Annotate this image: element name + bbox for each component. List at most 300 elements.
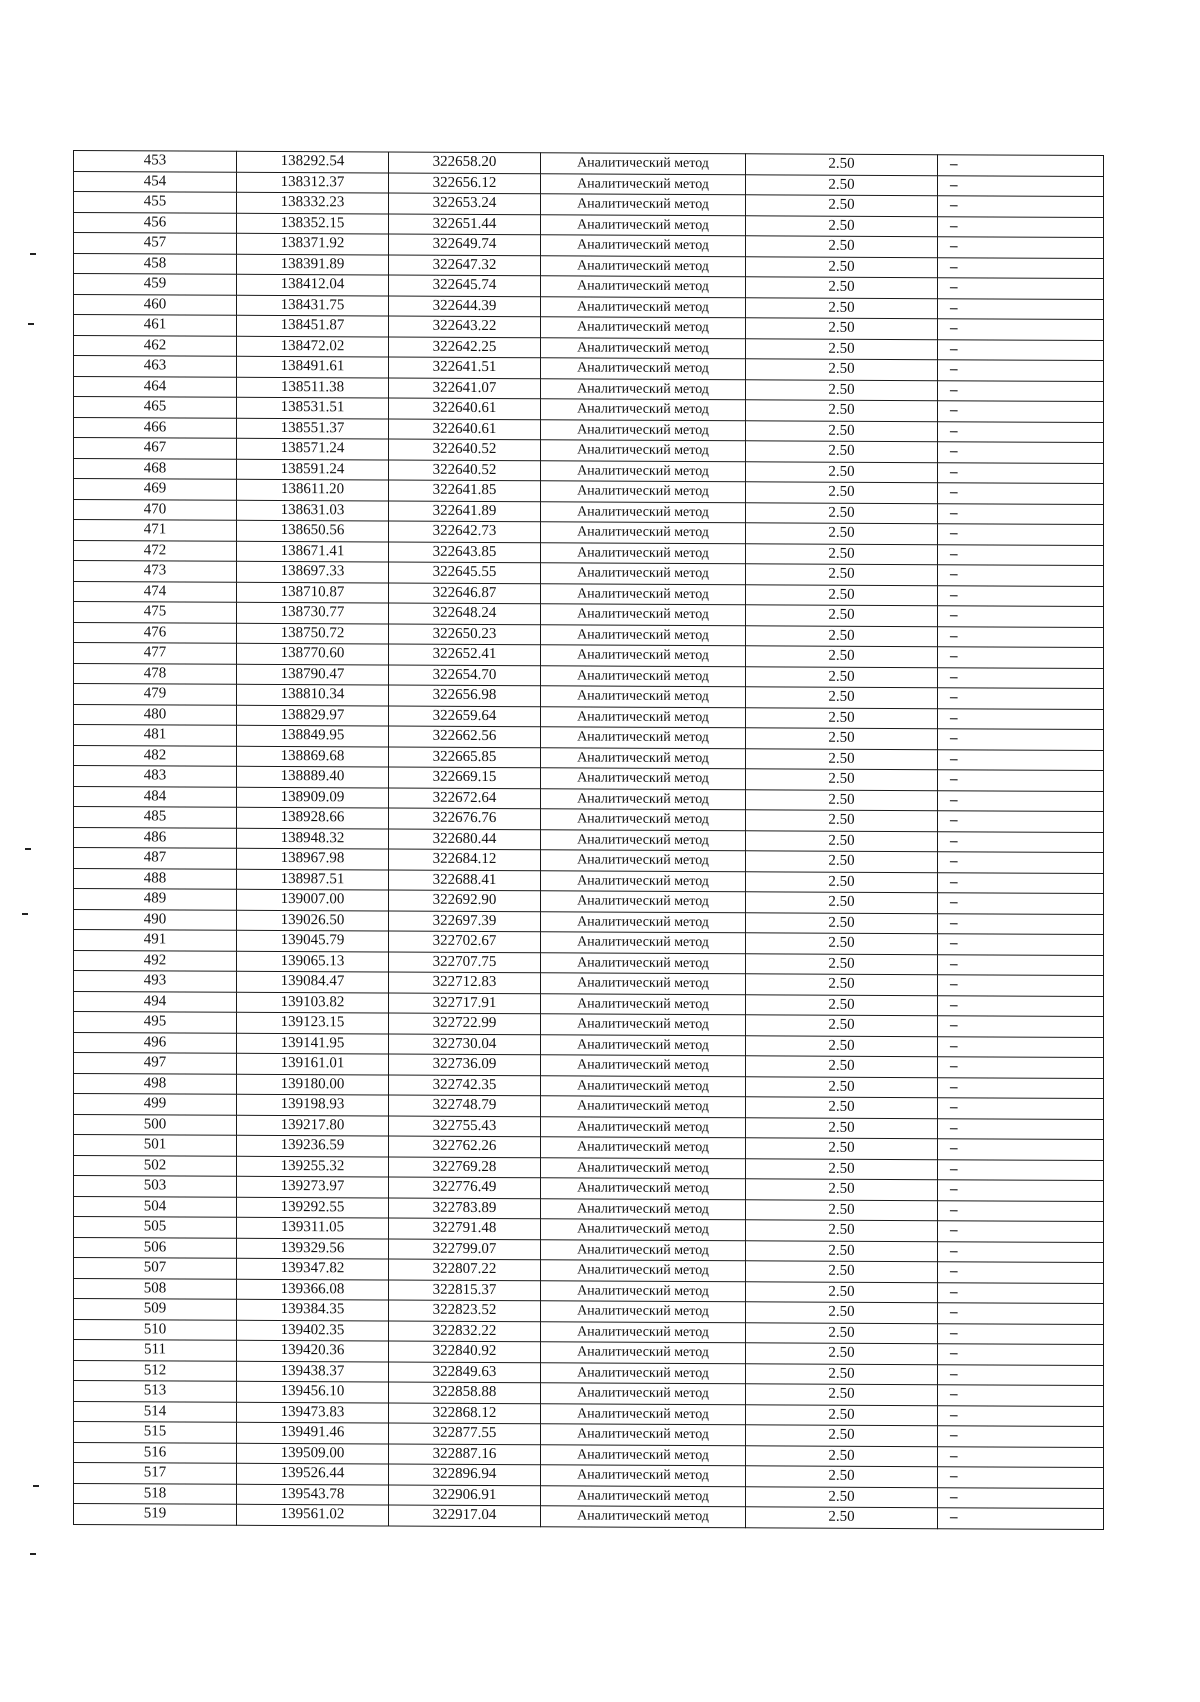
cell-method: Аналитический метод: [541, 1178, 746, 1200]
cell-note: –: [938, 257, 1104, 278]
cell-accuracy: 2.50: [746, 994, 938, 1015]
cell-method: Аналитический метод: [541, 276, 746, 298]
cell-note: –: [938, 339, 1104, 360]
cell-y-coordinate: 322644.39: [389, 296, 541, 317]
cell-accuracy: 2.50: [746, 1158, 938, 1179]
cell-point-number: 473: [74, 561, 237, 582]
cell-x-coordinate: 139103.82: [237, 992, 389, 1013]
cell-y-coordinate: 322641.07: [389, 378, 541, 399]
cell-accuracy: 2.50: [746, 625, 938, 646]
cell-point-number: 483: [74, 766, 237, 787]
cell-method: Аналитический метод: [541, 460, 746, 482]
cell-x-coordinate: 138631.03: [237, 500, 389, 521]
cell-y-coordinate: 322783.89: [389, 1198, 541, 1219]
cell-x-coordinate: 139292.55: [237, 1197, 389, 1218]
cell-method: Аналитический метод: [541, 809, 746, 831]
cell-accuracy: 2.50: [746, 564, 938, 585]
cell-y-coordinate: 322776.49: [389, 1177, 541, 1198]
cell-point-number: 495: [74, 1012, 237, 1033]
cell-x-coordinate: 138312.37: [237, 172, 389, 193]
cell-y-coordinate: 322656.98: [389, 685, 541, 706]
cell-note: –: [938, 1057, 1104, 1078]
cell-method: Аналитический метод: [541, 1383, 746, 1405]
cell-point-number: 489: [74, 889, 237, 910]
cell-method: Аналитический метод: [541, 1321, 746, 1343]
cell-method: Аналитический метод: [541, 891, 746, 913]
cell-accuracy: 2.50: [746, 236, 938, 257]
cell-method: Аналитический метод: [541, 1239, 746, 1261]
cell-accuracy: 2.50: [746, 646, 938, 667]
cell-note: –: [938, 893, 1104, 914]
cell-y-coordinate: 322640.52: [389, 439, 541, 460]
cell-note: –: [938, 1344, 1104, 1365]
cell-y-coordinate: 322722.99: [389, 1013, 541, 1034]
cell-accuracy: 2.50: [746, 1322, 938, 1343]
cell-accuracy: 2.50: [746, 1281, 938, 1302]
cell-point-number: 453: [74, 151, 237, 172]
cell-method: Аналитический метод: [541, 1424, 746, 1446]
scan-mark: [28, 323, 34, 325]
cell-method: Аналитический метод: [541, 1444, 746, 1466]
cell-note: –: [938, 1098, 1104, 1119]
cell-accuracy: 2.50: [746, 1056, 938, 1077]
cell-x-coordinate: 139509.00: [237, 1443, 389, 1464]
cell-x-coordinate: 138591.24: [237, 459, 389, 480]
cell-point-number: 494: [74, 991, 237, 1012]
cell-method: Аналитический метод: [541, 1075, 746, 1097]
cell-note: –: [938, 544, 1104, 565]
cell-x-coordinate: 138928.66: [237, 807, 389, 828]
cell-note: –: [938, 749, 1104, 770]
cell-y-coordinate: 322640.61: [389, 398, 541, 419]
cell-y-coordinate: 322646.87: [389, 583, 541, 604]
cell-accuracy: 2.50: [746, 379, 938, 400]
cell-point-number: 510: [74, 1319, 237, 1340]
cell-accuracy: 2.50: [746, 297, 938, 318]
cell-accuracy: 2.50: [746, 154, 938, 175]
cell-point-number: 457: [74, 233, 237, 254]
cell-note: –: [938, 1221, 1104, 1242]
cell-method: Аналитический метод: [541, 911, 746, 933]
cell-x-coordinate: 138332.23: [237, 192, 389, 213]
cell-y-coordinate: 322648.24: [389, 603, 541, 624]
cell-accuracy: 2.50: [746, 851, 938, 872]
cell-x-coordinate: 138551.37: [237, 418, 389, 439]
cell-accuracy: 2.50: [746, 441, 938, 462]
cell-point-number: 501: [74, 1135, 237, 1156]
cell-y-coordinate: 322692.90: [389, 890, 541, 911]
cell-point-number: 458: [74, 253, 237, 274]
cell-y-coordinate: 322676.76: [389, 808, 541, 829]
cell-point-number: 454: [74, 171, 237, 192]
cell-x-coordinate: 139438.37: [237, 1361, 389, 1382]
cell-note: –: [938, 708, 1104, 729]
cell-method: Аналитический метод: [541, 296, 746, 318]
cell-x-coordinate: 138987.51: [237, 869, 389, 890]
cell-note: –: [938, 647, 1104, 668]
cell-method: Аналитический метод: [541, 235, 746, 257]
cell-y-coordinate: 322669.15: [389, 767, 541, 788]
cell-point-number: 469: [74, 479, 237, 500]
cell-y-coordinate: 322680.44: [389, 829, 541, 850]
cell-point-number: 480: [74, 704, 237, 725]
cell-x-coordinate: 139180.00: [237, 1074, 389, 1095]
cell-method: Аналитический метод: [541, 829, 746, 851]
cell-accuracy: 2.50: [746, 1343, 938, 1364]
cell-accuracy: 2.50: [746, 174, 938, 195]
cell-point-number: 516: [74, 1442, 237, 1463]
cell-point-number: 518: [74, 1483, 237, 1504]
cell-point-number: 464: [74, 376, 237, 397]
cell-accuracy: 2.50: [746, 953, 938, 974]
cell-y-coordinate: 322791.48: [389, 1218, 541, 1239]
cell-x-coordinate: 138697.33: [237, 561, 389, 582]
cell-point-number: 508: [74, 1278, 237, 1299]
cell-accuracy: 2.50: [746, 400, 938, 421]
cell-accuracy: 2.50: [746, 318, 938, 339]
cell-y-coordinate: 322849.63: [389, 1362, 541, 1383]
cell-accuracy: 2.50: [746, 1015, 938, 1036]
cell-note: –: [938, 811, 1104, 832]
cell-point-number: 465: [74, 397, 237, 418]
cell-accuracy: 2.50: [746, 933, 938, 954]
cell-accuracy: 2.50: [746, 789, 938, 810]
cell-method: Аналитический метод: [541, 1485, 746, 1507]
cell-x-coordinate: 138511.38: [237, 377, 389, 398]
cell-y-coordinate: 322807.22: [389, 1259, 541, 1280]
cell-method: Аналитический метод: [541, 727, 746, 749]
cell-x-coordinate: 138948.32: [237, 828, 389, 849]
cell-point-number: 478: [74, 663, 237, 684]
cell-x-coordinate: 138770.60: [237, 643, 389, 664]
cell-y-coordinate: 322769.28: [389, 1157, 541, 1178]
cell-note: –: [938, 872, 1104, 893]
cell-point-number: 460: [74, 294, 237, 315]
cell-note: –: [938, 401, 1104, 422]
cell-x-coordinate: 138650.56: [237, 520, 389, 541]
cell-note: –: [938, 155, 1104, 176]
cell-y-coordinate: 322642.25: [389, 337, 541, 358]
cell-note: –: [938, 1262, 1104, 1283]
cell-note: –: [938, 1118, 1104, 1139]
cell-note: –: [938, 237, 1104, 258]
cell-note: –: [938, 1159, 1104, 1180]
cell-x-coordinate: 138491.61: [237, 356, 389, 377]
cell-method: Аналитический метод: [541, 686, 746, 708]
cell-method: Аналитический метод: [541, 481, 746, 503]
cell-method: Аналитический метод: [541, 501, 746, 523]
cell-method: Аналитический метод: [541, 1116, 746, 1138]
cell-accuracy: 2.50: [746, 1466, 938, 1487]
cell-accuracy: 2.50: [746, 482, 938, 503]
cell-note: –: [938, 1467, 1104, 1488]
cell-point-number: 455: [74, 192, 237, 213]
cell-y-coordinate: 322658.20: [389, 152, 541, 173]
cell-method: Аналитический метод: [541, 173, 746, 195]
cell-point-number: 485: [74, 807, 237, 828]
cell-point-number: 493: [74, 971, 237, 992]
cell-method: Аналитический метод: [541, 542, 746, 564]
cell-y-coordinate: 322702.67: [389, 931, 541, 952]
cell-point-number: 486: [74, 827, 237, 848]
cell-point-number: 491: [74, 930, 237, 951]
cell-x-coordinate: 138967.98: [237, 848, 389, 869]
cell-x-coordinate: 138909.09: [237, 787, 389, 808]
cell-y-coordinate: 322868.12: [389, 1403, 541, 1424]
cell-x-coordinate: 138710.87: [237, 582, 389, 603]
cell-x-coordinate: 139141.95: [237, 1033, 389, 1054]
cell-method: Аналитический метод: [541, 1034, 746, 1056]
cell-x-coordinate: 138352.15: [237, 213, 389, 234]
cell-accuracy: 2.50: [746, 215, 938, 236]
cell-y-coordinate: 322662.56: [389, 726, 541, 747]
cell-note: –: [938, 421, 1104, 442]
cell-x-coordinate: 139311.05: [237, 1217, 389, 1238]
cell-method: Аналитический метод: [541, 1280, 746, 1302]
cell-method: Аналитический метод: [541, 1506, 746, 1528]
cell-method: Аналитический метод: [541, 1403, 746, 1425]
cell-point-number: 470: [74, 499, 237, 520]
cell-x-coordinate: 139347.82: [237, 1258, 389, 1279]
cell-y-coordinate: 322641.51: [389, 357, 541, 378]
cell-method: Аналитический метод: [541, 973, 746, 995]
cell-note: –: [938, 626, 1104, 647]
cell-note: –: [938, 934, 1104, 955]
cell-note: –: [938, 1036, 1104, 1057]
cell-accuracy: 2.50: [746, 338, 938, 359]
cell-point-number: 513: [74, 1381, 237, 1402]
cell-method: Аналитический метод: [541, 522, 746, 544]
cell-point-number: 506: [74, 1237, 237, 1258]
cell-x-coordinate: 139526.44: [237, 1463, 389, 1484]
cell-x-coordinate: 139236.59: [237, 1135, 389, 1156]
cell-accuracy: 2.50: [746, 1445, 938, 1466]
cell-method: Аналитический метод: [541, 1465, 746, 1487]
cell-accuracy: 2.50: [746, 728, 938, 749]
cell-method: Аналитический метод: [541, 1137, 746, 1159]
cell-accuracy: 2.50: [746, 1138, 938, 1159]
cell-method: Аналитический метод: [541, 440, 746, 462]
cell-point-number: 474: [74, 581, 237, 602]
cell-note: –: [938, 975, 1104, 996]
cell-note: –: [938, 790, 1104, 811]
cell-x-coordinate: 139402.35: [237, 1320, 389, 1341]
cell-y-coordinate: 322665.85: [389, 747, 541, 768]
cell-x-coordinate: 139561.02: [237, 1504, 389, 1525]
cell-accuracy: 2.50: [746, 256, 938, 277]
cell-x-coordinate: 138412.04: [237, 274, 389, 295]
cell-point-number: 468: [74, 458, 237, 479]
cell-y-coordinate: 322650.23: [389, 624, 541, 645]
cell-note: –: [938, 1303, 1104, 1324]
cell-point-number: 462: [74, 335, 237, 356]
cell-x-coordinate: 139123.15: [237, 1012, 389, 1033]
cell-y-coordinate: 322762.26: [389, 1136, 541, 1157]
cell-accuracy: 2.50: [746, 912, 938, 933]
cell-method: Аналитический метод: [541, 768, 746, 790]
cell-note: –: [938, 688, 1104, 709]
cell-accuracy: 2.50: [746, 687, 938, 708]
cell-accuracy: 2.50: [746, 810, 938, 831]
cell-method: Аналитический метод: [541, 645, 746, 667]
cell-note: –: [938, 831, 1104, 852]
cell-point-number: 503: [74, 1176, 237, 1197]
cell-method: Аналитический метод: [541, 1301, 746, 1323]
cell-note: –: [938, 606, 1104, 627]
cell-note: –: [938, 175, 1104, 196]
cell-accuracy: 2.50: [746, 502, 938, 523]
cell-note: –: [938, 1016, 1104, 1037]
cell-y-coordinate: 322906.91: [389, 1485, 541, 1506]
cell-note: –: [938, 995, 1104, 1016]
cell-method: Аналитический метод: [541, 563, 746, 585]
cell-method: Аналитический метод: [541, 624, 746, 646]
cell-point-number: 481: [74, 725, 237, 746]
cell-y-coordinate: 322645.55: [389, 562, 541, 583]
cell-accuracy: 2.50: [746, 523, 938, 544]
cell-accuracy: 2.50: [746, 871, 938, 892]
cell-method: Аналитический метод: [541, 932, 746, 954]
cell-point-number: 497: [74, 1053, 237, 1074]
cell-x-coordinate: 138451.87: [237, 315, 389, 336]
cell-note: –: [938, 667, 1104, 688]
cell-point-number: 471: [74, 520, 237, 541]
cell-x-coordinate: 138671.41: [237, 541, 389, 562]
cell-x-coordinate: 139366.08: [237, 1279, 389, 1300]
cell-point-number: 514: [74, 1401, 237, 1422]
cell-method: Аналитический метод: [541, 1342, 746, 1364]
cell-y-coordinate: 322815.37: [389, 1280, 541, 1301]
cell-x-coordinate: 138750.72: [237, 623, 389, 644]
cell-x-coordinate: 138431.75: [237, 295, 389, 316]
cell-y-coordinate: 322707.75: [389, 952, 541, 973]
cell-x-coordinate: 139384.35: [237, 1299, 389, 1320]
cell-method: Аналитический метод: [541, 1260, 746, 1282]
cell-method: Аналитический метод: [541, 583, 746, 605]
cell-y-coordinate: 322712.83: [389, 972, 541, 993]
cell-point-number: 511: [74, 1340, 237, 1361]
cell-y-coordinate: 322641.89: [389, 501, 541, 522]
cell-note: –: [938, 1282, 1104, 1303]
cell-note: –: [938, 462, 1104, 483]
cell-method: Аналитический метод: [541, 1219, 746, 1241]
cell-note: –: [938, 585, 1104, 606]
cell-accuracy: 2.50: [746, 1302, 938, 1323]
cell-accuracy: 2.50: [746, 830, 938, 851]
cell-note: –: [938, 1508, 1104, 1529]
cell-point-number: 504: [74, 1196, 237, 1217]
cell-note: –: [938, 954, 1104, 975]
cell-y-coordinate: 322823.52: [389, 1300, 541, 1321]
cell-y-coordinate: 322643.22: [389, 316, 541, 337]
cell-y-coordinate: 322840.92: [389, 1341, 541, 1362]
cell-point-number: 477: [74, 643, 237, 664]
cell-x-coordinate: 139273.97: [237, 1176, 389, 1197]
cell-accuracy: 2.50: [746, 1035, 938, 1056]
cell-point-number: 492: [74, 950, 237, 971]
cell-x-coordinate: 139045.79: [237, 930, 389, 951]
cell-accuracy: 2.50: [746, 1117, 938, 1138]
cell-note: –: [938, 278, 1104, 299]
cell-note: –: [938, 1405, 1104, 1426]
cell-note: –: [938, 565, 1104, 586]
cell-method: Аналитический метод: [541, 1198, 746, 1220]
cell-method: Аналитический метод: [541, 604, 746, 626]
cell-x-coordinate: 139198.93: [237, 1094, 389, 1115]
cell-note: –: [938, 483, 1104, 504]
cell-x-coordinate: 138810.34: [237, 684, 389, 705]
cell-point-number: 502: [74, 1155, 237, 1176]
cell-point-number: 505: [74, 1217, 237, 1238]
cell-method: Аналитический метод: [541, 665, 746, 687]
cell-y-coordinate: 322917.04: [389, 1505, 541, 1526]
cell-x-coordinate: 138869.68: [237, 746, 389, 767]
cell-method: Аналитический метод: [541, 214, 746, 236]
cell-note: –: [938, 503, 1104, 524]
cell-accuracy: 2.50: [746, 1507, 938, 1528]
cell-y-coordinate: 322651.44: [389, 214, 541, 235]
cell-x-coordinate: 138391.89: [237, 254, 389, 275]
cell-x-coordinate: 139065.13: [237, 951, 389, 972]
cell-note: –: [938, 524, 1104, 545]
cell-accuracy: 2.50: [746, 543, 938, 564]
cell-y-coordinate: 322642.73: [389, 521, 541, 542]
cell-y-coordinate: 322656.12: [389, 173, 541, 194]
cell-method: Аналитический метод: [541, 788, 746, 810]
cell-x-coordinate: 139543.78: [237, 1484, 389, 1505]
cell-y-coordinate: 322748.79: [389, 1095, 541, 1116]
cell-y-coordinate: 322832.22: [389, 1321, 541, 1342]
cell-accuracy: 2.50: [746, 1384, 938, 1405]
cell-method: Аналитический метод: [541, 747, 746, 769]
cell-point-number: 461: [74, 315, 237, 336]
cell-method: Аналитический метод: [541, 1157, 746, 1179]
cell-point-number: 456: [74, 212, 237, 233]
cell-y-coordinate: 322654.70: [389, 665, 541, 686]
cell-y-coordinate: 322640.61: [389, 419, 541, 440]
cell-accuracy: 2.50: [746, 1179, 938, 1200]
cell-x-coordinate: 138611.20: [237, 479, 389, 500]
cell-accuracy: 2.50: [746, 584, 938, 605]
cell-x-coordinate: 139007.00: [237, 889, 389, 910]
cell-note: –: [938, 1241, 1104, 1262]
cell-x-coordinate: 138371.92: [237, 233, 389, 254]
cell-accuracy: 2.50: [746, 1240, 938, 1261]
cell-accuracy: 2.50: [746, 892, 938, 913]
cell-accuracy: 2.50: [746, 748, 938, 769]
cell-note: –: [938, 216, 1104, 237]
cell-accuracy: 2.50: [746, 1425, 938, 1446]
cell-point-number: 467: [74, 438, 237, 459]
cell-y-coordinate: 322887.16: [389, 1444, 541, 1465]
table-body: [74, 151, 1104, 1530]
scan-mark: [30, 253, 36, 255]
cell-note: –: [938, 360, 1104, 381]
cell-y-coordinate: 322652.41: [389, 644, 541, 665]
cell-x-coordinate: 138292.54: [237, 151, 389, 172]
cell-x-coordinate: 138472.02: [237, 336, 389, 357]
cell-x-coordinate: 139161.01: [237, 1053, 389, 1074]
cell-point-number: 509: [74, 1299, 237, 1320]
cell-point-number: 463: [74, 356, 237, 377]
cell-y-coordinate: 322877.55: [389, 1423, 541, 1444]
table-row: [74, 1504, 1104, 1530]
cell-method: Аналитический метод: [541, 870, 746, 892]
cell-accuracy: 2.50: [746, 461, 938, 482]
cell-y-coordinate: 322858.88: [389, 1382, 541, 1403]
cell-note: –: [938, 1139, 1104, 1160]
cell-method: Аналитический метод: [541, 952, 746, 974]
